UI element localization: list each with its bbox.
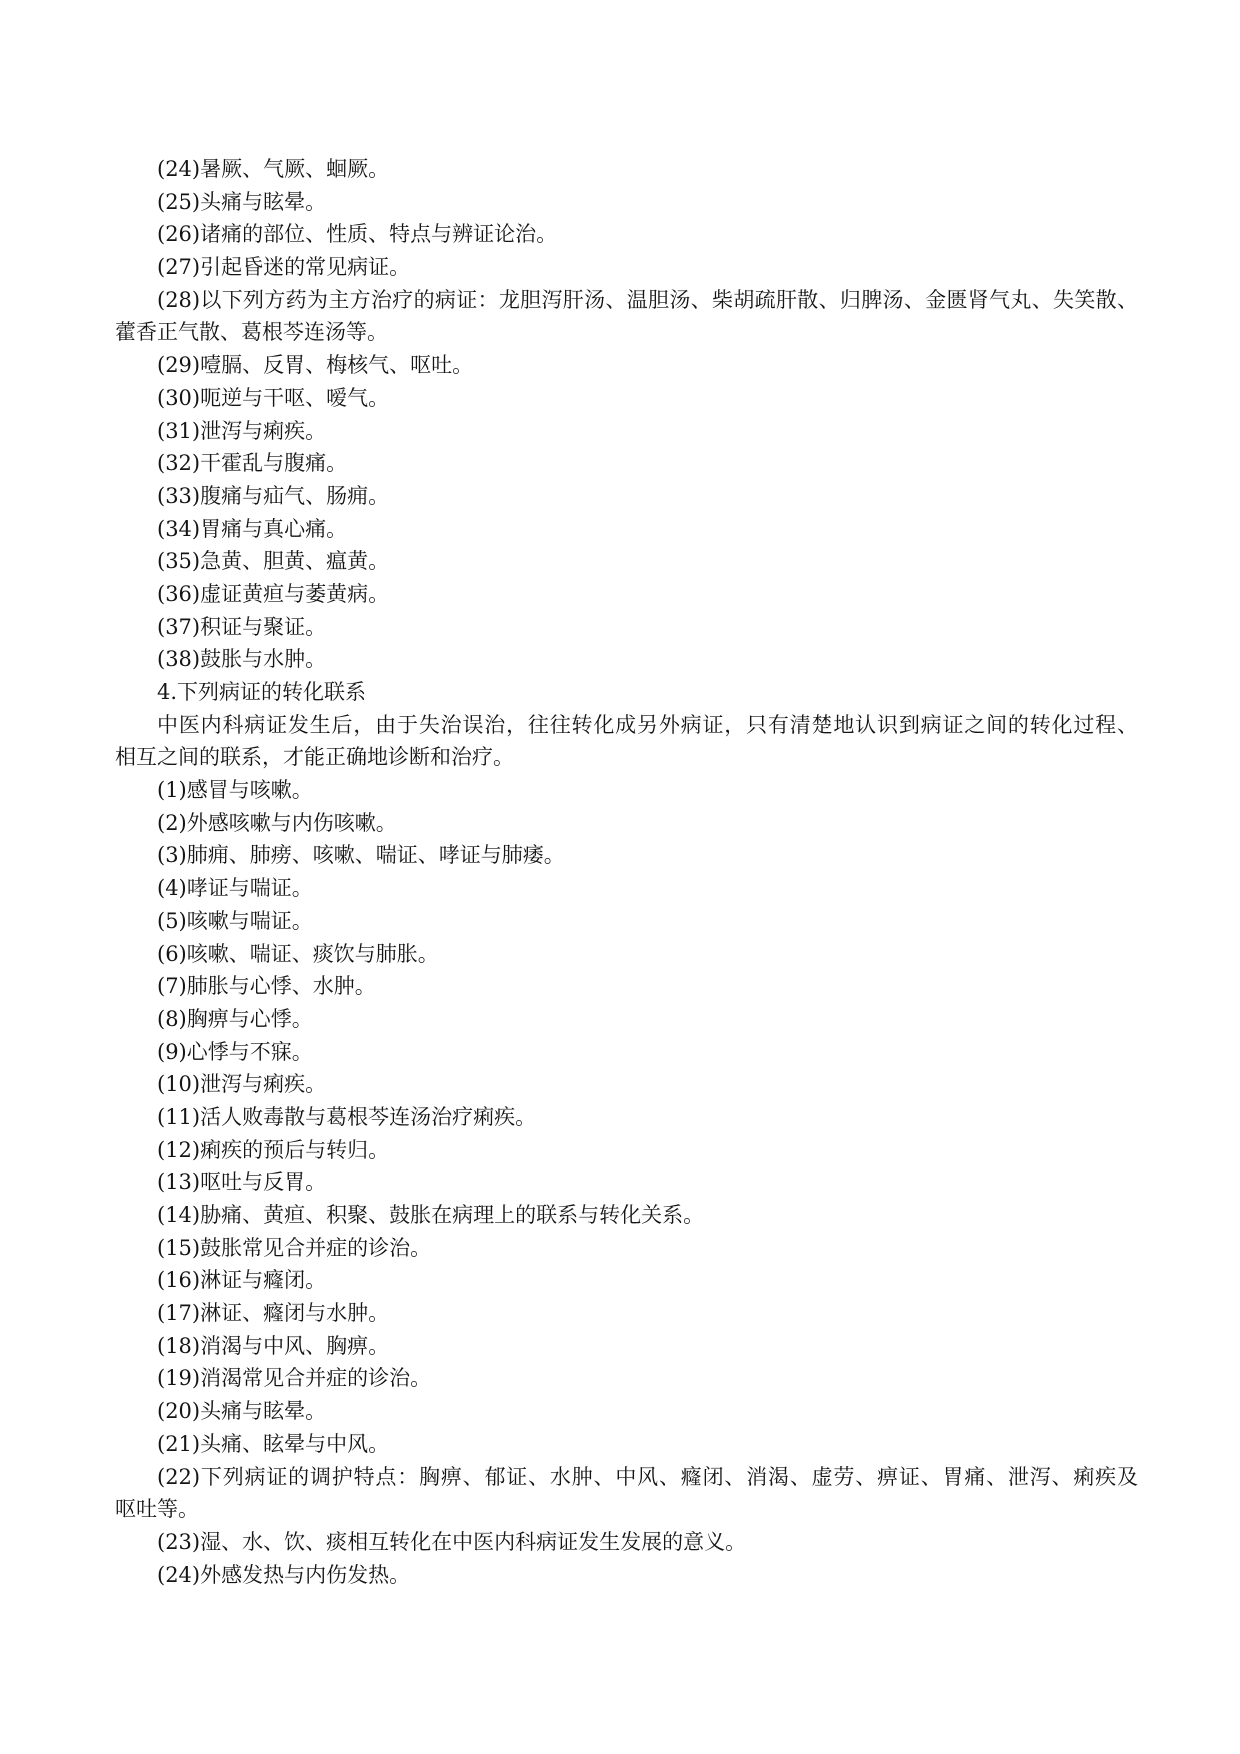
list-item: (16)淋证与癃闭。 xyxy=(157,1268,327,1293)
list-item: (15)鼓胀常见合并症的诊治。 xyxy=(157,1235,432,1260)
list-item: (3)肺痈、肺痨、咳嗽、喘证、哮证与肺痿。 xyxy=(157,843,565,868)
list-item: (11)活人败毒散与葛根芩连汤治疗痢疾。 xyxy=(157,1104,537,1129)
list-item: (23)湿、水、饮、痰相互转化在中医内科病证发生发展的意义。 xyxy=(157,1529,747,1554)
list-item: (25)头痛与眩晕。 xyxy=(157,189,327,214)
list-item: (29)噎膈、反胃、梅核气、呕吐。 xyxy=(157,353,474,378)
list-item: (36)虚证黄疸与萎黄病。 xyxy=(157,581,390,606)
list-item-line: (22)下列病证的调护特点：胸痹、郁证、水肿、中风、癃闭、消渴、虚劳、痹证、胃痛、泄泻、痢疾及 xyxy=(157,1464,1138,1489)
intro-paragraph-line: 中医内科病证发生后，由于失治误治，往往转化成另外病证，只有清楚地认识到病证之间的转化过程、 xyxy=(157,712,1138,737)
intro-paragraph-line: 相互之间的联系，才能正确地诊断和治疗。 xyxy=(115,745,514,770)
list-item: (38)鼓胀与水肿。 xyxy=(157,647,327,672)
list-item: (34)胃痛与真心痛。 xyxy=(157,516,348,541)
list-item: (33)腹痛与疝气、肠痈。 xyxy=(157,483,390,508)
list-item xyxy=(115,284,1138,349)
list-item: (8)胸痹与心悸。 xyxy=(157,1006,313,1031)
list-item: (21)头痛、眩晕与中风。 xyxy=(157,1431,390,1456)
list-item-line: 呕吐等。 xyxy=(115,1497,199,1522)
list-item: (24)暑厥、气厥、蛔厥。 xyxy=(157,157,390,181)
list-item: (30)呃逆与干呕、嗳气。 xyxy=(157,385,390,410)
list-item: (24)外感发热与内伤发热。 xyxy=(157,1562,411,1587)
list-item: (20)头痛与眩晕。 xyxy=(157,1399,327,1424)
list-item: (17)淋证、癃闭与水肿。 xyxy=(157,1301,390,1326)
list-item xyxy=(115,1461,1138,1526)
list-item: (35)急黄、胆黄、瘟黄。 xyxy=(157,549,390,574)
list-item: (37)积证与聚证。 xyxy=(157,614,327,639)
list-item: (32)干霍乱与腹痛。 xyxy=(157,451,348,476)
list-item: (14)胁痛、黄疸、积聚、鼓胀在病理上的联系与转化关系。 xyxy=(157,1203,705,1227)
list-item: (18)消渴与中风、胸痹。 xyxy=(157,1333,390,1358)
list-item: (10)泄泻与痢疾。 xyxy=(157,1072,327,1097)
list-item: (12)痢疾的预后与转归。 xyxy=(157,1137,390,1162)
list-item: (26)诸痛的部位、性质、特点与辨证论治。 xyxy=(157,222,558,247)
list-item: (13)呕吐与反胃。 xyxy=(157,1170,327,1195)
list-item: (27)引起昏迷的常见病证。 xyxy=(157,255,411,280)
list-item-line: (28)以下列方药为主方治疗的病证：龙胆泻肝汤、温胆汤、柴胡疏肝散、归脾汤、金匮肾气丸、失笑散、 xyxy=(157,287,1138,312)
text-block xyxy=(115,153,1138,1591)
list-item: (9)心悸与不寐。 xyxy=(157,1039,313,1064)
list-item: (1)感冒与咳嗽。 xyxy=(157,778,313,803)
list-item: (7)肺胀与心悸、水肿。 xyxy=(157,974,376,999)
list-item: (19)消渴常见合并症的诊治。 xyxy=(157,1366,432,1391)
list-item: (5)咳嗽与喘证。 xyxy=(157,908,313,933)
list-item: (31)泄泻与痢疾。 xyxy=(157,418,327,443)
intro-paragraph xyxy=(115,709,1138,774)
list-item: (2)外感咳嗽与内伤咳嗽。 xyxy=(157,810,397,835)
section-heading: 4.下列病证的转化联系 xyxy=(157,680,367,704)
list-item: (6)咳嗽、喘证、痰饮与肺胀。 xyxy=(157,941,439,966)
list-item-line: 藿香正气散、葛根芩连汤等。 xyxy=(115,320,388,345)
list-item: (4)哮证与喘证。 xyxy=(157,876,313,901)
